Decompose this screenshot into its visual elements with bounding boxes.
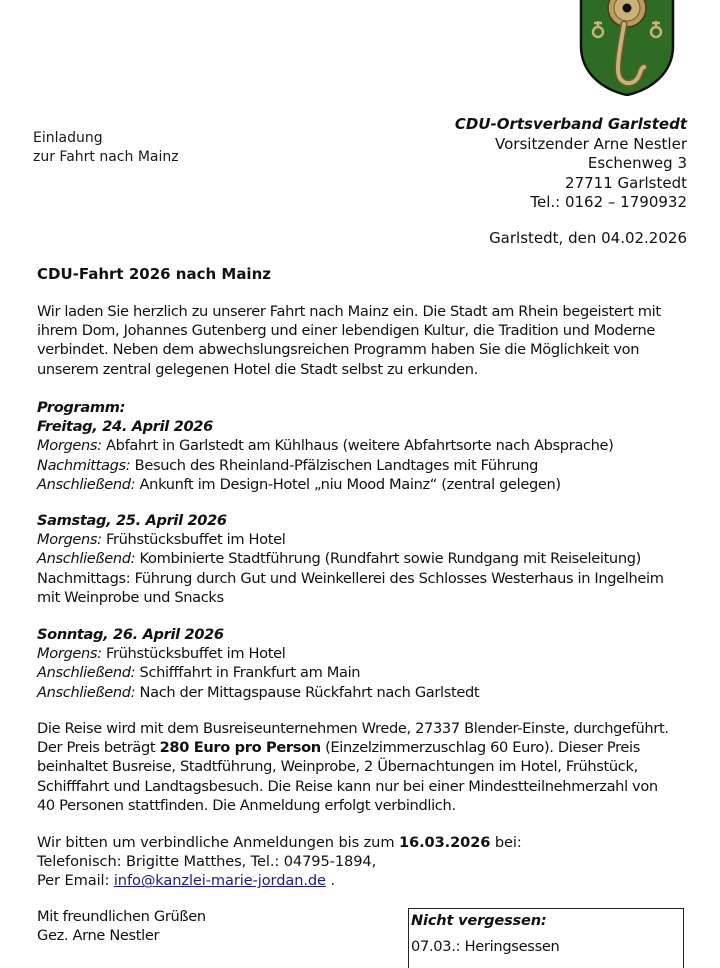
text-segment: Per Email:: [37, 872, 114, 890]
coat-of-arms: [578, 0, 676, 96]
item-text: Schifffahrt in Frankfurt am Main: [135, 664, 361, 682]
text-segment: Wir bitten um verbindliche Anmeldungen bis zum: [37, 834, 399, 851]
sender-city: 27711 Garlstedt: [565, 173, 687, 192]
item-text: Nach der Mittagspause Rückfahrt nach Garlstedt: [135, 683, 480, 701]
intro-line-1: Einladung: [33, 130, 103, 146]
program-sunday: [37, 625, 717, 702]
letter-intro: [33, 129, 179, 167]
sender-phone: Tel.: 0162 – 1790932: [530, 193, 687, 211]
program-item: [37, 456, 717, 475]
closing-greeting: Mit freundlichen Grüßen: [37, 908, 206, 925]
program-friday: [37, 398, 717, 494]
paragraph-line: unserem zentral gelegenen Hotel die Stadt selbst zu erkunden.: [37, 360, 478, 378]
registration-paragraph: [37, 833, 717, 891]
program-item: [37, 588, 717, 607]
paragraph-line: Telefonisch: Brigitte Matthes, Tel.: 04795-1894,: [37, 853, 377, 871]
item-text: Frühstücksbuffet im Hotel: [101, 531, 286, 549]
paragraph-line: ihrem Dom, Johannes Gutenberg und einer lebendigen Kultur, die Tradition und Moderne: [37, 322, 655, 340]
deadline-date: 16.03.2026: [398, 834, 491, 851]
item-label: Anschließend:: [37, 475, 136, 493]
program-item: [37, 644, 717, 663]
paragraph-line: [37, 833, 717, 852]
day-title: Sonntag, 26. April 2026: [37, 626, 224, 643]
program-saturday: [37, 511, 717, 607]
program-item: [37, 436, 717, 455]
day-title: Freitag, 24. April 2026: [37, 418, 213, 436]
sender-street: Eschenweg 3: [587, 154, 687, 172]
closing: [37, 907, 206, 946]
sender-address: [455, 115, 687, 213]
program-item: [37, 683, 717, 702]
item-text: mit Weinprobe und Snacks: [37, 588, 224, 606]
reminder-item: 07.03.: Heringsessen: [411, 938, 560, 955]
intro-paragraph: [37, 302, 717, 379]
email-link[interactable]: info@kanzlei-marie-jordan.de: [113, 872, 326, 890]
item-label: Morgens:: [37, 531, 102, 549]
intro-line-2: zur Fahrt nach Mainz: [33, 149, 179, 165]
item-text: Kombinierte Stadtführung (Rundfahrt sowie Rundgang mit Reiseleitung): [135, 550, 641, 568]
price-paragraph: [37, 719, 717, 815]
price-highlight: 280 Euro pro Person: [159, 739, 321, 757]
reminder-box: [408, 908, 684, 968]
paragraph-line: Die Reise wird mit dem Busreiseunternehmen Wrede, 27337 Blender-Einste, durchgeführt.: [37, 720, 669, 737]
item-label: Anschließend:: [37, 664, 136, 682]
day-title: Samstag, 25. April 2026: [37, 512, 227, 529]
item-label: Nachmittags:: [37, 456, 131, 474]
sender-chairman: Vorsitzender Arne Nestler: [495, 134, 687, 153]
item-label: Morgens:: [37, 437, 102, 455]
item-text: Ankunft im Design-Hotel „niu Mood Mainz“ (zentral gelegen): [135, 475, 561, 493]
letter-subject: CDU-Fahrt 2026 nach Mainz: [37, 265, 271, 283]
item-label: Anschließend:: [37, 683, 136, 701]
paragraph-line: Schifffahrt und Landtagsbesuch. Die Reise kann nur bei einer Mindestteilnehmerzahl von: [37, 777, 658, 795]
item-text: Frühstücksbuffet im Hotel: [101, 645, 286, 663]
text-segment: (Einzelzimmerzuschlag 60 Euro). Dieser Preis: [320, 739, 641, 757]
program-item: [37, 569, 717, 588]
paragraph-line: 40 Personen stattfinden. Die Anmeldung erfolgt verbindlich.: [37, 796, 456, 814]
program-item: [37, 530, 717, 549]
program-item: [37, 663, 717, 682]
item-text: Besuch des Rheinland-Pfälzischen Landtages mit Führung: [130, 456, 539, 474]
reminder-title: Nicht vergessen:: [411, 912, 547, 929]
item-text: Abfahrt in Garlstedt am Kühlhaus (weitere Abfahrtsorte nach Absprache): [101, 437, 614, 455]
text-segment: .: [325, 872, 336, 890]
paragraph-line: Wir laden Sie herzlich zu unserer Fahrt nach Mainz ein. Die Stadt am Rhein begeistert mit: [37, 303, 661, 320]
paragraph-line: [37, 738, 717, 757]
sender-organization: CDU-Ortsverband Garlstedt: [454, 115, 687, 133]
paragraph-line: beinhaltet Busreise, Stadtführung, Weinprobe, 2 Übernachtungen im Hotel, Frühstück,: [37, 758, 638, 776]
text-segment: Der Preis beträgt: [37, 739, 160, 757]
letter-date: Garlstedt, den 04.02.2026: [489, 229, 687, 247]
item-text: Nachmittags: Führung durch Gut und Weinkellerei des Schlosses Westerhaus in Ingelheim: [37, 569, 664, 587]
text-segment: bei:: [490, 834, 522, 851]
paragraph-line: [37, 871, 717, 890]
closing-signature: Gez. Arne Nestler: [37, 927, 160, 945]
program-item: [37, 549, 717, 568]
item-label: Anschließend:: [37, 550, 136, 568]
paragraph-line: verbindet. Neben dem abwechslungsreichen Programm haben Sie die Möglichkeit von: [37, 341, 640, 359]
program-item: [37, 475, 717, 494]
coat-of-arms-icon: [578, 0, 676, 96]
program-heading: Programm:: [37, 399, 126, 416]
item-label: Morgens:: [37, 645, 102, 663]
